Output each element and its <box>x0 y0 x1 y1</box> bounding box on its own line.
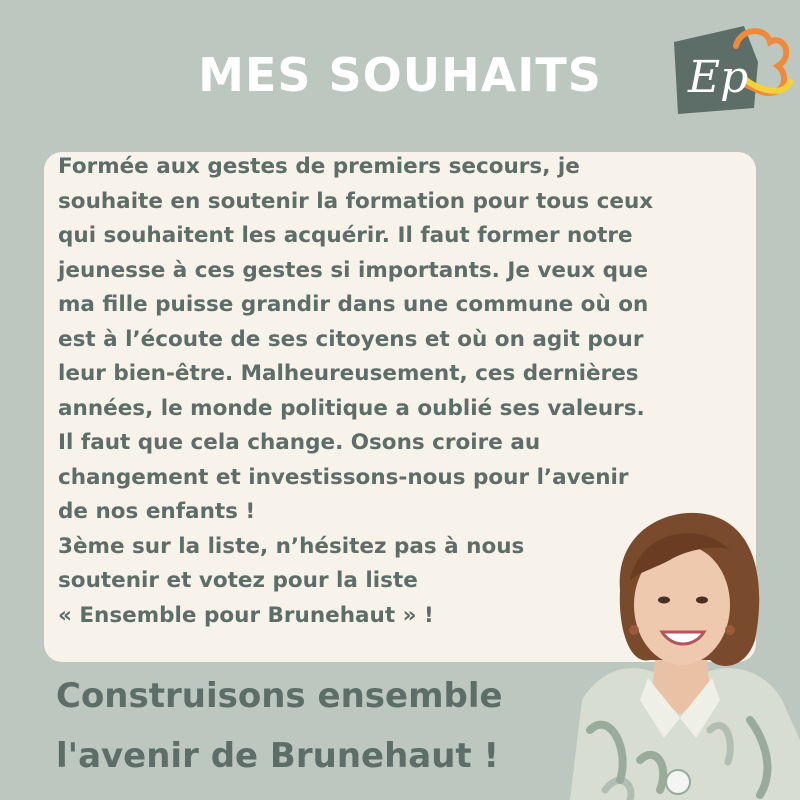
statement-line: 3ème sur la liste, n’hésitez pas à nous <box>58 533 525 559</box>
ep-logo <box>666 22 794 118</box>
statement-line: changement et investissons-nous pour l’avenir <box>58 464 629 490</box>
slogan-line-1: Construisons ensemble <box>56 676 503 716</box>
statement-line: soutenir et votez pour la liste <box>58 568 418 593</box>
statement-line: qui souhaitent les acquérir. Il faut former notre <box>58 223 633 248</box>
statement-line: leur bien-être. Malheureusement, ces dernières <box>58 361 639 386</box>
statement-line: Formée aux gestes de premiers secours, je <box>58 154 580 179</box>
statement-line: souhaite en soutenir la formation pour tous ceux <box>58 188 654 214</box>
slogan-line-2: l'avenir de Brunehaut ! <box>56 736 500 776</box>
logo-monogram: Ep <box>688 52 749 103</box>
statement-line: de nos enfants ! <box>58 499 256 524</box>
statement-line: Il faut que cela change. Osons croire au <box>58 430 541 455</box>
statement-line: est à l’écoute de ses citoyens et où on agit pour <box>58 326 644 352</box>
statement-line: années, le monde politique a oublié ses valeurs. <box>58 395 645 421</box>
statement-line: « Ensemble pour Brunehaut » ! <box>58 602 434 628</box>
statement-line: ma fille puisse grandir dans une commune où on <box>58 292 649 317</box>
page-title: MES SOUHAITS <box>198 48 602 102</box>
statement-line: jeunesse à ces gestes si importants. Je veux que <box>58 257 648 283</box>
candidate-photo <box>560 500 800 800</box>
